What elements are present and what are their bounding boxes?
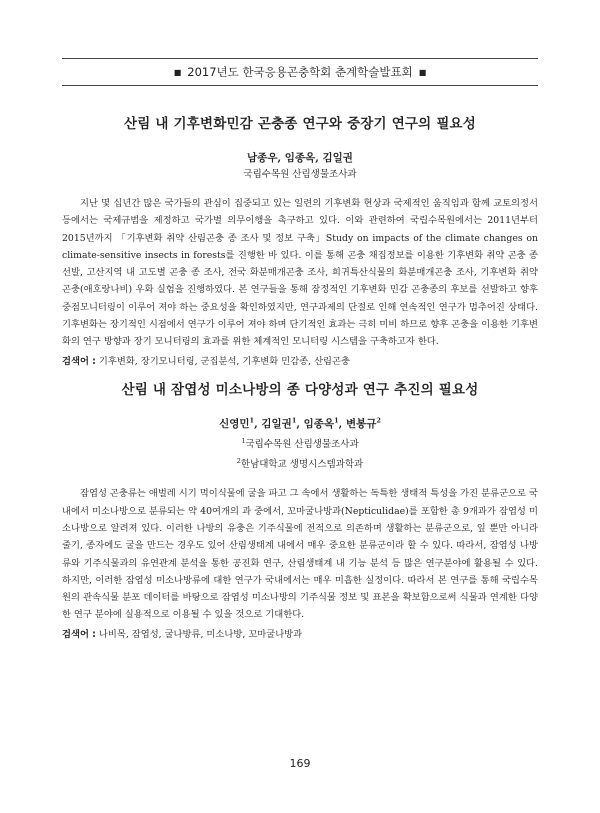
paper-2-keywords [62,626,538,640]
author-name: 김일권 [261,418,292,430]
paper-2-keywords-label: 검색어 : [62,628,96,640]
affiliation-text: 한남대학교 생명시스템과학과 [240,459,364,471]
header-square-left: ■ [173,67,182,77]
paper-2-title: 산림 내 잠엽성 미소나방의 종 다양성과 연구 추진의 필요성 [121,382,479,398]
paper-2-affiliation-1 [62,433,538,453]
paper-1 [62,112,538,367]
page-number: 169 [289,757,311,770]
paper-2-affiliation-2 [62,453,538,473]
paper-2-abstract: 잠엽성 곤충류는 애벌레 시기 먹이식물에 굴을 파고 그 속에서 생활하는 독특한 생태적 특성을 가진 분류군으로 국내에서 미소나방으로 분류되는 약 40여개의 과 중에서, 꼬마굴나방과(Nepticulidae)를 포함한 총 9개과가 잠엽성 미소나방으로 알려져 있다. 이러한 나방의 유충은 기주식물에 전적으로 의존하며 생활하는 분류군으로, 잎 뿐만 아니라 줄기, 종자에도 굴을 만드는 경우도 있어 산림생태계 내에서 매우 중요한 분류군이라 할 수 있다. 따라서, 잠엽성 나방류와 기주식물과의 유연관계 분석을 통한 공진화 연구, 산림생태계 내 기능 분석 등 많은 연구분야에 활용될 수 있다. 하지만, 이러한 잠엽성 미소나방류에 대한 연구가 국내에서는 매우 미흡한 실정이다. 따라서 본 연구를 통해 국립수목원의 관속식물 분포 데이터를 바탕으로 잠엽성 미소나방의 기주식물 정보 및 표본을 확보함으로써 식물과 연계한 다양한 연구 분야에 실용적으로 이용될 수 있을 것으로 기대한다. [62,488,538,621]
paper-1-keywords-label: 검색어 : [62,355,96,367]
paper-2-keywords-text: 나비목, 잠엽성, 굴나방류, 미소나방, 꼬마굴나방과 [98,628,303,640]
affiliation-sup: 2 [236,457,241,466]
affiliation-text: 국립수목원 산림생물조사과 [245,439,359,451]
paper-1-authors: 남종우, 임종옥, 김일권 [247,152,353,164]
paper-1-title: 산림 내 기후변화민감 곤충종 연구와 중장기 연구의 필요성 [123,116,477,132]
paper-1-keywords-text: 기후변화, 장기모니터링, 군집분석, 기후변화 민감종, 산림곤충 [98,355,350,367]
running-header [62,58,538,86]
author-sup: 1 [291,416,297,425]
author-name: 임종옥 [303,418,335,430]
paper-2-authors: 신영민$^1$, 김일권$^1$, 임종옥$^1$, 변봉규$^2$ [219,416,381,430]
header-square-right: ■ [418,67,427,77]
author-sup: 2 [376,416,381,425]
paper-1-keywords [62,353,538,367]
author-sup: 1 [249,416,255,425]
paper-1-affiliation: 국립수목원 산림생물조사과 [243,169,357,180]
author-name: 변봉규 [345,418,377,430]
header-text: 2017년도 한국응용곤충학회 춘계학술발표회 [187,65,413,79]
paper-2 [62,378,538,640]
paper-1-abstract: 지난 몇 십년간 많은 국가들의 관심이 집중되고 있는 일련의 기후변화 현상과 국제적인 움직임과 함께 교토의정서 등에서는 국제규범을 제정하고 국가별 의무이행을 촉구하고 있다. 이와 관련하여 국립수목원에서는 2011년부터 2015년까지 「기후변화 취약 산림곤충 종 조사 및 정보 구축」Study on impacts of the climate changes on climate-sensitive insects in forests를 진행한 바 있다. 이를 통해 곤충 채집정보를 이용한 기후변화 취약 곤충 종 선발, 고산지역 내 고도별 곤충 종 조사, 전국 화분매개곤충 조사, 희귀특산식물의 화분매개곤충 조사, 기후변화 취약 곤충(애호랑나비) 우화 실험을 진행하였다. 본 연구들을 통해 잠정적인 기후변화 민감 곤충종의 후보를 선발하고 향후 중점모니터링이 이루어 져야 하는 중요성을 확인하였지만, 연구과제의 단절로 인해 연속적인 연구가 멈추어진 상태다. 기후변화는 장기적인 시점에서 연구가 이루어 져야 하며 단기적인 효과는 극히 미비 하므로 향후 곤충을 이용한 기후변화의 연구 방향과 장기 모니터링의 효과를 위한 체계적인 모니터링 시스템을 구축하고자 한다. [62,198,538,348]
author-sup: 1 [334,416,339,425]
affiliation-sup: 1 [241,437,246,445]
author-name: 신영민 [219,418,250,430]
